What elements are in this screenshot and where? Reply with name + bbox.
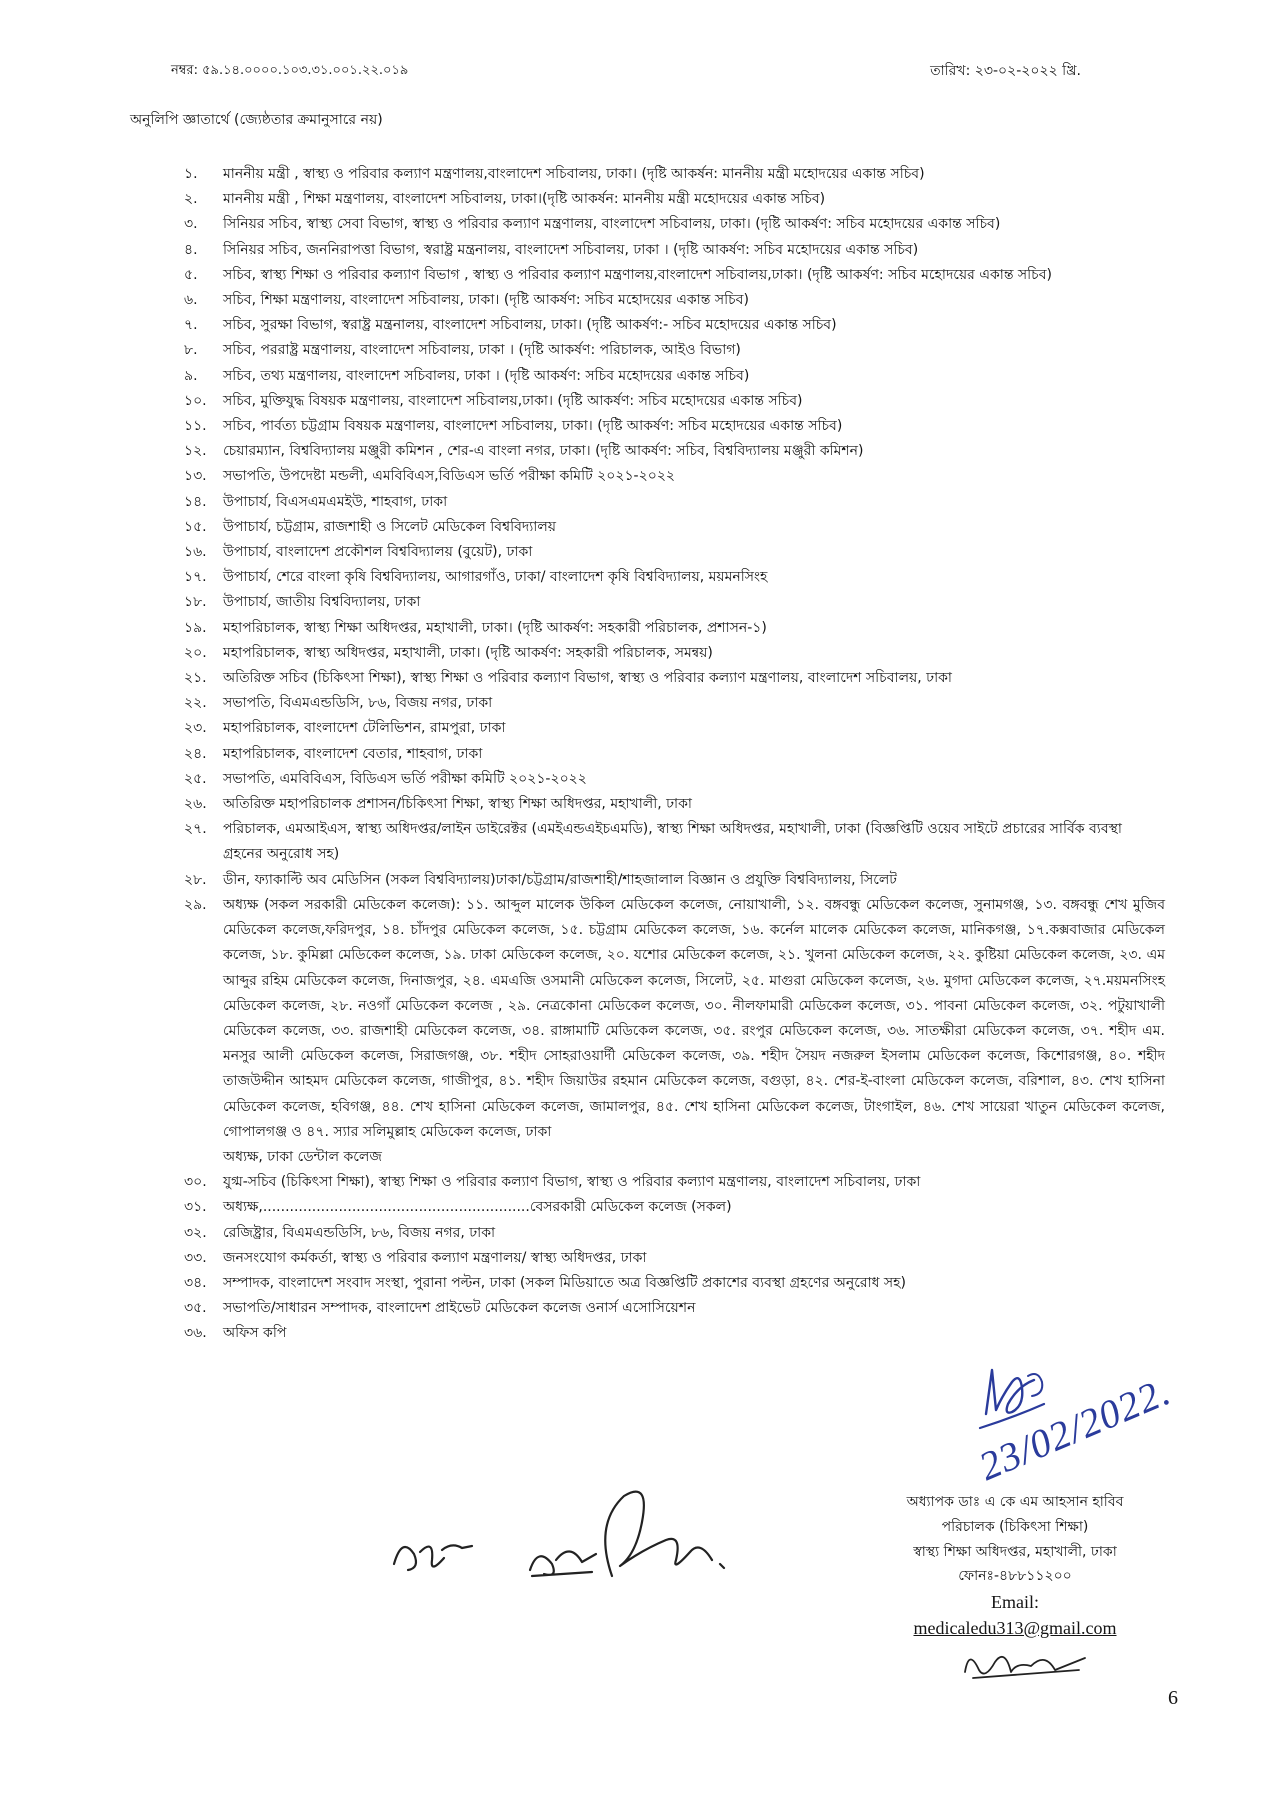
- recipient-item: [184, 414, 1165, 439]
- signatory-block: [835, 1490, 1195, 1641]
- item-number: ২৭.: [184, 821, 207, 838]
- item-text: মহাপরিচালক, বাংলাদেশ টেলিভিশন, রামপুরা, ঢাকা: [223, 720, 506, 737]
- item-text: উপাচার্য, বাংলাদেশ প্রকৌশল বিশ্ববিদ্যালয় (বুয়েট), ঢাকা: [223, 544, 533, 561]
- item-text: রেজিষ্ট্রার, বিএমএন্ডডিসি, ৮৬, বিজয় নগর, ঢাকা: [223, 1224, 496, 1241]
- recipient-item: [184, 162, 1165, 187]
- item-number: ১৯.: [184, 619, 207, 636]
- item-number: ৩৫.: [184, 1300, 207, 1317]
- recipient-item: [184, 767, 1165, 792]
- item-number: ১৫.: [184, 518, 207, 535]
- item-number: ১৪.: [184, 493, 207, 510]
- item-number: ৩০.: [184, 1174, 207, 1191]
- recipient-item: [184, 187, 1165, 212]
- signatory-designation: পরিচালক (চিকিৎসা শিক্ষা): [941, 1518, 1089, 1535]
- item-number: ২২.: [184, 695, 207, 712]
- item-text: জনসংযোগ কর্মকর্তা, স্বাস্থ্য ও পরিবার কল্যাণ মন্ত্রণালয়/ স্বাস্থ্য অধিদপ্তর, ঢাকা: [223, 1249, 647, 1266]
- item-number: ৩৬.: [184, 1325, 207, 1342]
- copy-heading: অনুলিপি জ্ঞাতার্থে (জ্যেষ্ঠতার ক্রমানুসারে নয়): [130, 112, 383, 128]
- item-text: সচিব, পররাষ্ট্র মন্ত্রণালয়, বাংলাদেশ সচিবালয়, ঢাকা । (দৃষ্টি আকর্ষণ: পরিচালক, আইও বিভাগ): [223, 342, 741, 359]
- signature-small: [955, 1642, 1095, 1684]
- recipient-item: [184, 1321, 1165, 1346]
- page-number: 6: [1168, 1687, 1178, 1709]
- email-label: Email:: [991, 1592, 1039, 1613]
- item-text: উপাচার্য, শেরে বাংলা কৃষি বিশ্ববিদ্যালয়, আগারগাঁও, ঢাকা/ বাংলাদেশ কৃষি বিশ্ববিদ্যালয়, ময়মনসিংহ: [223, 569, 768, 586]
- item-text: সভাপতি, এমবিবিএস, বিডিএস ভর্তি পরীক্ষা কমিটি ২০২১-২০২২: [223, 770, 587, 787]
- item-text: যুগ্ম-সচিব (চিকিৎসা শিক্ষা), স্বাস্থ্য শিক্ষা ও পরিবার কল্যাণ বিভাগ, স্বাস্থ্য ও পরিবার কল্যাণ মন্ত্রণালয়, বাংলাদেশ সচিবালয়, ঢাকা: [223, 1174, 921, 1191]
- item-number: ১১.: [184, 418, 207, 435]
- item-text: সচিব, শিক্ষা মন্ত্রণালয়, বাংলাদেশ সচিবালয়, ঢাকা। (দৃষ্টি আকর্ষণ: সচিব মহোদয়ের একান্ত সচিব): [223, 292, 749, 309]
- recipient-item: [184, 515, 1165, 540]
- item-number: ২০.: [184, 644, 207, 661]
- recipient-item: [184, 868, 1165, 893]
- recipient-item: [184, 1170, 1165, 1195]
- item-text: সচিব, সুরক্ষা বিভাগ, স্বরাষ্ট্র মন্ত্রনালয়, বাংলাদেশ সচিবালয়, ঢাকা। (দৃষ্টি আকর্ষণ:- সচিব মহোদয়ের একান্ত সচিব): [223, 317, 837, 334]
- recipient-item: [184, 464, 1165, 489]
- item-text: সচিব, তথ্য মন্ত্রণালয়, বাংলাদেশ সচিবালয়, ঢাকা । (দৃষ্টি আকর্ষণ: সচিব মহোদয়ের একান্ত সচিব): [223, 367, 750, 384]
- item-number: ২৮.: [184, 871, 207, 888]
- recipient-item: [184, 666, 1165, 691]
- recipient-item: [184, 540, 1165, 565]
- recipient-item: [184, 691, 1165, 716]
- signatory-office: স্বাস্থ্য শিক্ষা অধিদপ্তর, মহাখালী, ঢাকা: [913, 1543, 1117, 1560]
- item-number: ৩৩.: [184, 1249, 207, 1266]
- item-text: উপাচার্য, জাতীয় বিশ্ববিদ্যালয়, ঢাকা: [223, 594, 421, 611]
- item-number: ৮.: [184, 342, 198, 359]
- signature-3: [605, 1492, 724, 1576]
- recipient-item: [184, 641, 1165, 666]
- memo-number: নম্বর: ৫৯.১৪.০০০০.১০৩.৩১.০০১.২২.০১৯: [171, 63, 409, 78]
- item-text: অধ্যক্ষ (সকল সরকারী মেডিকেল কলেজ): ১১. আব্দুল মালেক উকিল মেডিকেল কলেজ, নোয়াখালী, ১২. বঙ্গবন্ধু মেডিকেল কলেজ, সুনামগঞ্জ, ১৩. বঙ্গবন্ধু শেখ মুজিব মেডিকেল কলেজ,ফরিদপুর, ১৪. চাঁদপুর মেডিকেল কলেজ, ১৫. চট্টগ্রাম মেডিকেল কলেজ, ১৬. কর্নেল মালেক মেডিকেল কলেজ, মানিকগঞ্জ, ১৭.কক্সবাজার মেডিকেল কলেজ, ১৮. কুমিল্লা মেডিকেল কলেজ, ১৯. ঢাকা মেডিকেল কলেজ, ২০. যশোর মেডিকেল কলেজ, ২১. খুলনা মেডিকেল কলেজ, ২২. কুষ্টিয়া মেডিকেল কলেজ, ২৩. এম আব্দুর রহিম মেডিকেল কলেজ, দিনাজপুর, ২৪. এমএজি ওসমানী মেডিকেল কলেজ, সিলেট, ২৫. মাগুরা মেডিকেল কলেজ, ২৬. মুগদা মেডিকেল কলেজ, ২৭.ময়মনসিংহ মেডিকেল কলেজ, ২৮. নওগাঁ মেডিকেল কলেজ , ২৯. নেত্রকোনা মেডিকেল কলেজ, ৩০. নীলফামারী মেডিকেল কলেজ, ৩১. পাবনা মেডিকেল কলেজ, ৩২. পটুয়াখালী মেডিকেল কলেজ, ৩৩. রাজশাহী মেডিকেল কলেজ, ৩৪. রাঙ্গামাটি মেডিকেল কলেজ, ৩৫. রংপুর মেডিকেল কলেজ, ৩৬. সাতক্ষীরা মেডিকেল কলেজ, ৩৭. শহীদ এম. মনসুর আলী মেডিকেল কলেজ, সিরাজগঞ্জ, ৩৮. শহীদ সোহরাওয়ার্দী মেডিকেল কলেজ, ৩৯. শহীদ সৈয়দ নজরুল ইসলাম মেডিকেল কলেজ, কিশোরগঞ্জ, ৪০. শহীদ তাজউদ্দীন আহমদ মেডিকেল কলেজ, গাজীপুর, ৪১. শহীদ জিয়াউর রহমান মেডিকেল কলেজ, বগুড়া, ৪২. শের-ই-বাংলা মেডিকেল কলেজ, বরিশাল, ৪৩. শেখ হাসিনা মেডিকেল কলেজ, হবিগঞ্জ, ৪৪. শেখ হাসিনা মেডিকেল কলেজ, জামালপুর, ৪৫. শেখ হাসিনা মেডিকেল কলেজ, টাংগাইল, ৪৬. শেখ সায়েরা খাতুন মেডিকেল কলেজ, গোপালগঞ্জ ও ৪৭. স্যার সলিমুল্লাহ মেডিকেল কলেজ, ঢাকা: [223, 896, 1165, 1140]
- recipient-item: [184, 490, 1165, 515]
- memo-date: তারিখ: ২৩-০২-২০২২ খ্রি.: [930, 63, 1081, 79]
- item-text: মাননীয় মন্ত্রী , শিক্ষা মন্ত্রণালয়, বাংলাদেশ সচিবালয়, ঢাকা।(দৃষ্টি আকর্ষন: মাননীয় মন্ত্রী মহোদয়ের একান্ত সচিব): [223, 191, 826, 208]
- item-text: উপাচার্য, চট্টগ্রাম, রাজশাহী ও সিলেট মেডিকেল বিশ্ববিদ্যালয়: [223, 518, 557, 535]
- item-number: ২১.: [184, 670, 207, 687]
- item-number: ১২.: [184, 443, 207, 460]
- item-text: সিনিয়র সচিব, জননিরাপত্তা বিভাগ, স্বরাষ্ট্র মন্ত্রনালয়, বাংলাদেশ সচিবালয়, ঢাকা । (দৃষ্টি আকর্ষণ: সচিব মহোদয়ের একান্ত সচিব): [223, 241, 919, 258]
- recipient-item-govt-colleges: [184, 893, 1165, 1170]
- signature-1: [394, 1545, 472, 1570]
- signatures-bottom-left: [380, 1480, 750, 1590]
- item-text: সভাপতি/সাধারন সম্পাদক, বাংলাদেশ প্রাইভেট মেডিকেল কলেজ ওনার্স এসোসিয়েশন: [223, 1300, 696, 1317]
- recipient-item: [184, 212, 1165, 237]
- item-text: চেয়ারম্যান, বিশ্ববিদ্যালয় মঞ্জুরী কমিশন , শের-এ বাংলা নগর, ঢাকা। (দৃষ্টি আকর্ষণ: সচিব, বিশ্ববিদ্যালয় মঞ্জুরী কমিশন): [223, 443, 864, 460]
- item-number: ১৭.: [184, 569, 207, 586]
- item-body: [223, 893, 1165, 1170]
- item-number: ২৫.: [184, 770, 207, 787]
- recipient-item: [184, 1221, 1165, 1246]
- email-address: medicaledu313@gmail.com: [913, 1618, 1117, 1639]
- item-text: মহাপরিচালক, স্বাস্থ্য শিক্ষা অধিদপ্তর, মহাখালী, ঢাকা। (দৃষ্টি আকর্ষণ: সহকারী পরিচালক, প্রশাসন-১): [223, 619, 767, 636]
- item-number: ৭.: [184, 317, 198, 334]
- item-number: ২৯.: [184, 896, 207, 913]
- item-number: ২৩.: [184, 720, 207, 737]
- signatory-phone: ফোনঃ-৪৮৮১১২০০: [958, 1568, 1072, 1585]
- item-text: সিনিয়র সচিব, স্বাস্থ্য সেবা বিভাগ, স্বাস্থ্য ও পরিবার কল্যাণ মন্ত্রণালয়, বাংলাদেশ সচিবালয়, ঢাকা। (দৃষ্টি আকর্ষণ: সচিব মহোদয়ের একান্ত সচিব): [223, 216, 1001, 233]
- signature-2: [530, 1551, 596, 1576]
- item-number: ২৬.: [184, 796, 207, 813]
- recipient-item: [184, 716, 1165, 741]
- item-number: ৬.: [184, 292, 198, 309]
- recipient-item: [184, 590, 1165, 615]
- item-number: ১৬.: [184, 544, 207, 561]
- item-number: ১.: [184, 166, 198, 182]
- recipient-item: [184, 1271, 1165, 1296]
- item-text: মহাপরিচালক, স্বাস্থ্য অধিদপ্তর, মহাখালী, ঢাকা। (দৃষ্টি আকর্ষণ: সহকারী পরিচালক, সমন্বয়): [223, 644, 713, 661]
- handwritten-date: 23/02/2022.: [972, 1368, 1178, 1489]
- item-text: সম্পাদক, বাংলাদেশ সংবাদ সংস্থা, পুরানা পল্টন, ঢাকা (সকল মিডিয়াতে অত্র বিজ্ঞপ্তিটি প্রকাশের ব্যবস্থা গ্রহণের অনুরোধ সহ): [223, 1274, 906, 1291]
- recipient-item: [184, 792, 1165, 817]
- recipient-item: [184, 288, 1165, 313]
- recipient-item: [184, 1195, 1165, 1220]
- item-number: ২৪.: [184, 745, 207, 762]
- item-number: ৫.: [184, 266, 198, 283]
- item-text: সচিব, পার্বত্য চট্টগ্রাম বিষয়ক মন্ত্রণালয়, বাংলাদেশ সচিবালয়, ঢাকা। (দৃষ্টি আকর্ষণ: সচিব মহোদয়ের একান্ত সচিব): [223, 418, 843, 435]
- item-text: পরিচালক, এমআইএস, স্বাস্থ্য অধিদপ্তর/লাইন ডাইরেক্টর (এমইএন্ডএইচএমডি), স্বাস্থ্য শিক্ষা অধিদপ্তর, মহাখালী, ঢাকা (বিজ্ঞপ্তিটি ওয়েব সাইটে প্রচারের সার্বিক ব্যবস্থা গ্রহনের অনুরোধ সহ): [223, 821, 1122, 863]
- item-number: ৩২.: [184, 1224, 207, 1241]
- recipient-item: [184, 364, 1165, 389]
- item-number: ৩১.: [184, 1199, 207, 1216]
- recipient-item: [184, 817, 1165, 867]
- recipient-item: [184, 439, 1165, 464]
- item-number: ৯.: [184, 367, 198, 384]
- item-number: ১৮.: [184, 594, 207, 611]
- recipient-item: [184, 389, 1165, 414]
- item-text: মাননীয় মন্ত্রী , স্বাস্থ্য ও পরিবার কল্যাণ মন্ত্রণালয়,বাংলাদেশ সচিবালয়, ঢাকা। (দৃষ্টি আকর্ষন: মাননীয় মন্ত্রী মহোদয়ের একান্ত সচিব): [223, 166, 925, 182]
- recipient-item: [184, 263, 1165, 288]
- recipient-list: [184, 162, 1165, 1347]
- recipient-item: [184, 1246, 1165, 1271]
- item-number: ২.: [184, 191, 198, 208]
- item-number: ১০.: [184, 392, 207, 409]
- item-text: উপাচার্য, বিএসএমএমইউ, শাহবাগ, ঢাকা: [223, 493, 448, 510]
- item-text: মহাপরিচালক, বাংলাদেশ বেতার, শাহবাগ, ঢাকা: [223, 745, 483, 762]
- recipient-item: [184, 238, 1165, 263]
- recipient-item: [184, 742, 1165, 767]
- item-number: ৩৪.: [184, 1274, 207, 1291]
- item-number: ৪.: [184, 241, 198, 258]
- recipient-item: [184, 565, 1165, 590]
- item-text: অফিস কপি: [223, 1325, 287, 1342]
- recipient-item: [184, 338, 1165, 363]
- item-text: সচিব, স্বাস্থ্য শিক্ষা ও পরিবার কল্যাণ বিভাগ , স্বাস্থ্য ও পরিবার কল্যাণ মন্ত্রণালয়,বাংলাদেশ সচিবালয়,ঢাকা। (দৃষ্টি আকর্ষণ: সচিব মহোদয়ের একান্ত সচিব): [223, 266, 1052, 283]
- item-text: সচিব, মুক্তিযুদ্ধ বিষয়ক মন্ত্রণালয়, বাংলাদেশ সচিবালয়,ঢাকা। (দৃষ্টি আকর্ষণ: সচিব মহোদয়ের একান্ত সচিব): [223, 392, 803, 409]
- item-text: অতিরিক্ত মহাপরিচালক প্রশাসন/চিকিৎসা শিক্ষা, স্বাস্থ্য শিক্ষা অধিদপ্তর, মহাখালী, ঢাকা: [223, 796, 692, 813]
- item-number: ১৩.: [184, 468, 207, 485]
- recipient-item: [184, 313, 1165, 338]
- item-text: সভাপতি, উপদেষ্টা মন্ডলী, এমবিবিএস,বিডিএস ভর্তি পরীক্ষা কমিটি ২০২১-২০২২: [223, 468, 676, 485]
- item-text-extra: অধ্যক্ষ, ঢাকা ডেন্টাল কলেজ: [223, 1148, 382, 1165]
- item-text: অতিরিক্ত সচিব (চিকিৎসা শিক্ষা), স্বাস্থ্য শিক্ষা ও পরিবার কল্যাণ বিভাগ, স্বাস্থ্য ও পরিবার কল্যাণ মন্ত্রণালয়, বাংলাদেশ সচিবালয়, ঢাকা: [223, 670, 952, 687]
- recipient-item: [184, 1296, 1165, 1321]
- item-text: সভাপতি, বিএমএন্ডডিসি, ৮৬, বিজয় নগর, ঢাকা: [223, 695, 493, 712]
- item-number: ৩.: [184, 216, 198, 233]
- item-text: ডীন, ফ্যাকাল্টি অব মেডিসিন (সকল বিশ্ববিদ্যালয়)ঢাকা/চট্টগ্রাম/রাজশাহী/শাহজালাল বিজ্ঞান ও প্রযুক্তি বিশ্ববিদ্যালয়, সিলেট: [223, 871, 897, 888]
- item-text: অধ্যক্ষ,............................................................বেসরকারী মেডিকেল কলেজ (সকল): [223, 1199, 732, 1216]
- signatory-name: অধ্যাপক ডাঃ এ কে এম আহসান হাবিব: [906, 1494, 1124, 1510]
- recipient-item: [184, 616, 1165, 641]
